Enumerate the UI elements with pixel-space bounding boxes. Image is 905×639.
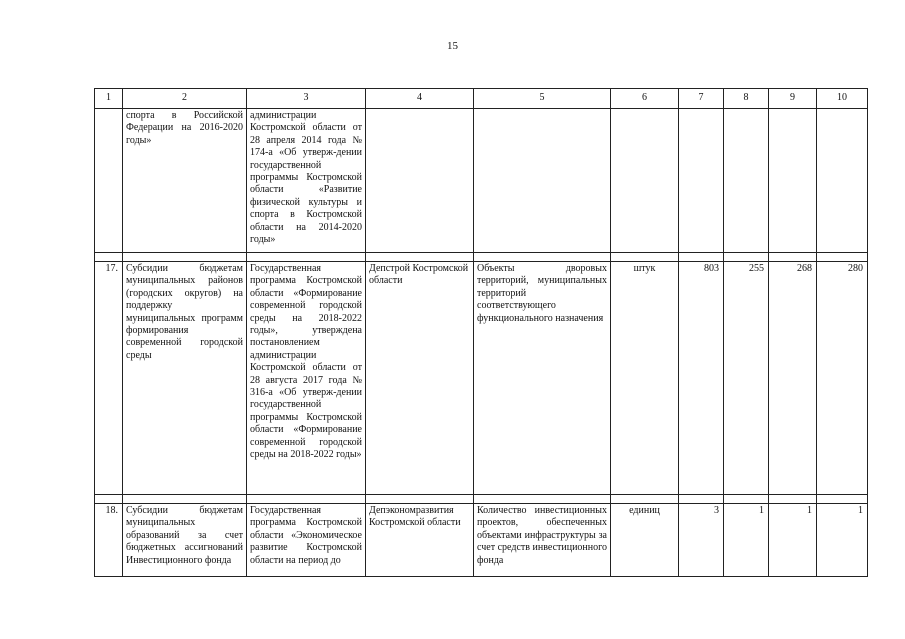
program-description: администрации Костромской области от 28 апреля 2014 года № 174-а «Об утверж-дении государственной программы Костромской области «Развитие физической культуры и спорта в Костромской области на 2014-2020 годы» [247, 109, 366, 253]
value-col-10 [817, 109, 868, 253]
program-description: Государственная программа Костромской области «Формирование современной городской среды на 2018-2022 годы», утверждена постановлением администрации Костромской области от 28 августа 2017 года № 316-а «Об утверж-дении государственной программы Костромской области «Формирование современной городской среды на 2018-2022 годы» [247, 262, 366, 495]
row-gap [95, 253, 868, 262]
header-cell: 7 [679, 89, 724, 109]
row-number: 18. [95, 504, 123, 577]
value-col-9: 268 [769, 262, 817, 495]
header-cell: 10 [817, 89, 868, 109]
header-cell: 1 [95, 89, 123, 109]
header-cell: 2 [123, 89, 247, 109]
header-cell: 9 [769, 89, 817, 109]
department: Депэкономразвития Костромской области [366, 504, 474, 577]
indicator [474, 109, 611, 253]
value-col-8: 255 [724, 262, 769, 495]
row-number: 17. [95, 262, 123, 495]
value-col-8 [724, 109, 769, 253]
value-col-9 [769, 109, 817, 253]
indicator: Количество инвестиционных проектов, обеспеченных объектами инфраструктуры за счет средств инвестиционного фонда [474, 504, 611, 577]
subsidy-name: Субсидии бюджетам муниципальных районов (городских округов) на поддержку муниципальных программ формирования современной городской среды [123, 262, 247, 495]
program-description: Государственная программа Костромской области «Экономическое развитие Костромской области на период до [247, 504, 366, 577]
header-cell: 4 [366, 89, 474, 109]
unit: штук [611, 262, 679, 495]
row-gap [95, 495, 868, 504]
value-col-7: 3 [679, 504, 724, 577]
header-cell: 6 [611, 89, 679, 109]
value-col-8: 1 [724, 504, 769, 577]
value-col-7 [679, 109, 724, 253]
table-row [95, 262, 868, 495]
subsidy-name: спорта в Российской Федерации на 2016-2020 годы» [123, 109, 247, 253]
header-cell: 5 [474, 89, 611, 109]
value-col-10: 1 [817, 504, 868, 577]
table-row [95, 504, 868, 577]
header-row [95, 89, 868, 109]
table-row [95, 109, 868, 253]
unit [611, 109, 679, 253]
row-number [95, 109, 123, 253]
unit: единиц [611, 504, 679, 577]
subsidy-name: Субсидии бюджетам муниципальных образований за счет бюджетных ассигнований Инвестиционного фонда [123, 504, 247, 577]
header-cell: 8 [724, 89, 769, 109]
value-col-7: 803 [679, 262, 724, 495]
department: Депстрой Костромской области [366, 262, 474, 495]
indicator: Объекты дворовых территорий, муниципальных территорий соответствующего функционального назначения [474, 262, 611, 495]
value-col-9: 1 [769, 504, 817, 577]
document-table [94, 88, 868, 577]
page-number: 15 [447, 40, 458, 52]
department [366, 109, 474, 253]
header-cell: 3 [247, 89, 366, 109]
value-col-10: 280 [817, 262, 868, 495]
